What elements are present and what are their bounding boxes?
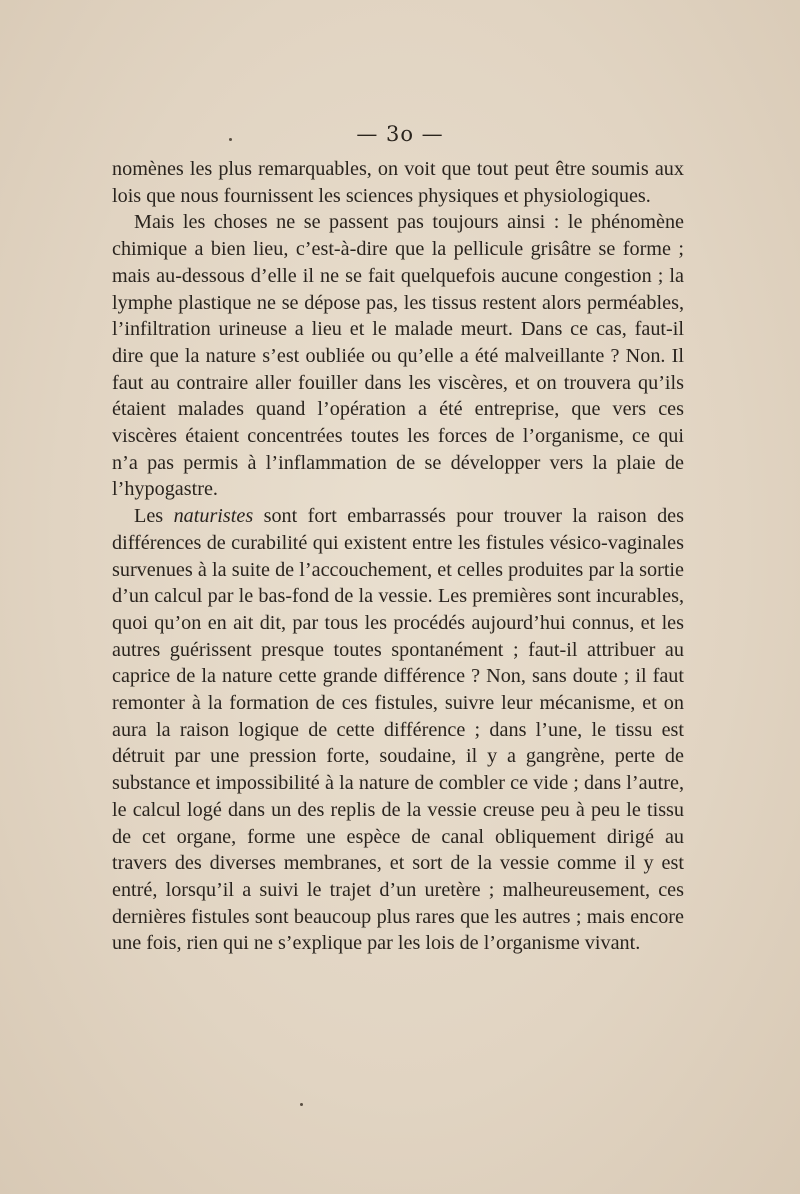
page-number: — 3o — [356, 122, 444, 146]
paragraph-3 [112, 503, 684, 957]
paragraph-2: Mais les choses ne se passent pas toujours ainsi : le phénomène chimique a bien lieu, c’est-à-dire que la pellicule grisâtre se forme ; mais au-dessous d’elle il ne se fait quelquefois aucune congestion ; la lymphe plastique ne se dépose pas, les tissus restent alors perméables, l’infiltration urineuse a lieu et le malade meurt. Dans ce cas, faut-il dire que la nature s’est oubliée ou qu’elle a été malveillante ? Non. Il faut au contraire aller fouiller dans les viscères, et on trouvera qu’ils étaient malades quand l’opération a été entreprise, que vers ces viscères étaient concentrées toutes les forces de l’organisme, ce qui n’a pas permis à l’inflammation de se développer vers la plaie de l’hypogastre. [112, 211, 684, 501]
ink-speck [300, 1103, 303, 1106]
body-text [112, 156, 684, 957]
ink-speck [229, 138, 232, 141]
paragraph-3-lead: Les [134, 505, 174, 528]
italic-term: naturistes [173, 505, 254, 528]
paragraph-1: nomènes les plus remarquables, on voit que tout peut être soumis aux lois que nous fournissent les sciences physiques et physiologiques. [112, 158, 684, 207]
paragraph-3-body: sont fort embarrassés pour trouver la raison des différences de curabilité qui existent entre les fistules vésico-vaginales survenues à la suite de l’accouchement, et celles produites par la sortie d’un calcul par le bas-fond de la vessie. Les premières sont incurables, quoi qu’on en ait dit, par tous les procédés aujourd’hui connus, et les autres guérissent presque toutes spontanément ; faut-il attribuer au caprice de la nature cette grande différence ? Non, sans doute ; il faut remonter à la formation de ces fistules, suivre leur mécanisme, et on aura la raison logique de cette différence ; dans l’une, le tissu est détruit par une pression forte, soudaine, il y a gangrène, perte de substance et impossibilité à la nature de combler ce vide ; dans l’autre, le calcul logé dans un des replis de la vessie creuse peu à peu le tissu de cet organe, forme une espèce de canal obliquement dirigé au travers des diverses membranes, et sort de la vessie comme il y est entré, lorsqu’il a suivi le trajet d’un uretère ; malheureusement, ces dernières fistules sont beaucoup plus rares que les autres ; mais encore une fois, rien qui ne s’explique par les lois de l’organisme vivant. [112, 505, 684, 955]
